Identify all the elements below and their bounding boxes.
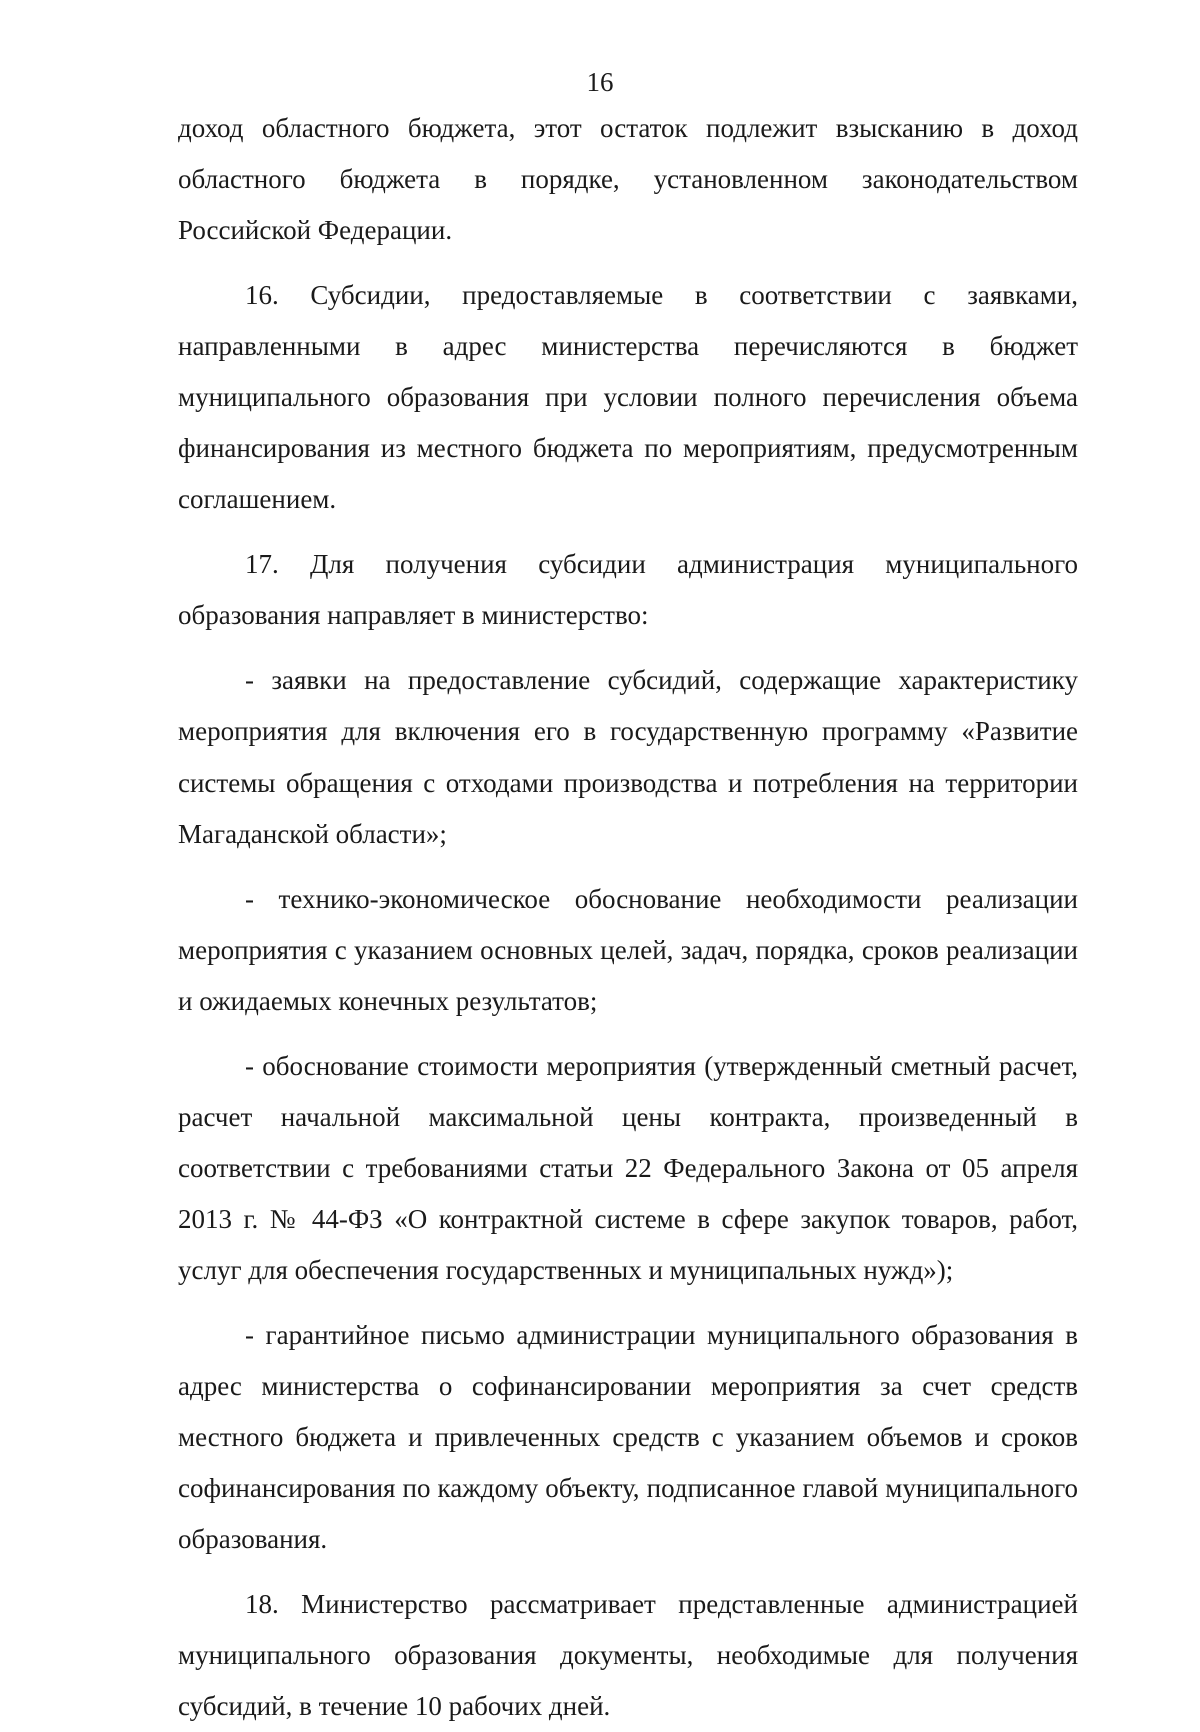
paragraph-item-17: 17. Для получения субсидии администрация муниципального образования направляет в министерство: bbox=[178, 549, 1078, 631]
paragraph-continuation: доход областного бюджета, этот остаток подлежит взысканию в доход областного бюджета в порядке, установленном законодательством Российской Федерации. bbox=[178, 113, 1078, 246]
list-item-applications: - заявки на предоставление субсидий, содержащие характеристику мероприятия для включения его в государственную программу «Развитие системы обращения с отходами производства и потребления на территории Магаданской области»; bbox=[178, 665, 1078, 849]
document-body bbox=[178, 103, 1078, 1732]
list-item-guarantee-letter: - гарантийное письмо администрации муниципального образования в адрес министерства о софинансировании мероприятия за счет средств местного бюджета и привлеченных средств с указанием объемов и сроков софинансирования по каждому объекту, подписанное главой муниципального образования. bbox=[178, 1319, 1078, 1555]
page-number: 16 bbox=[586, 67, 614, 97]
paragraph-item-16: 16. Субсидии, предоставляемые в соответствии с заявками, направленными в адрес министерства перечисляются в бюджет муниципального образования при условии полного перечисления объема финансирования из местного бюджета по мероприятиям, предусмотренным соглашением. bbox=[178, 280, 1078, 515]
list-item-cost-justification: - обоснование стоимости мероприятия (утвержденный сметный расчет, расчет начальной максимальной цены контракта, произведенный в соответствии с требованиями статьи 22 Федерального Закона от 05 апреля 2013 г. № 44-ФЗ «О контрактной системе в сфере закупок товаров, работ, услуг для обеспечения государственных и муниципальных нужд»); bbox=[178, 1050, 1078, 1285]
paragraph-item-18: 18. Министерство рассматривает представленные администрацией муниципального образования документы, необходимые для получения субсидий, в течение 10 рабочих дней. bbox=[178, 1589, 1078, 1722]
list-item-feasibility-study: - технико-экономическое обоснование необходимости реализации мероприятия с указанием основных целей, задач, порядка, сроков реализации и ожидаемых конечных результатов; bbox=[178, 883, 1078, 1016]
